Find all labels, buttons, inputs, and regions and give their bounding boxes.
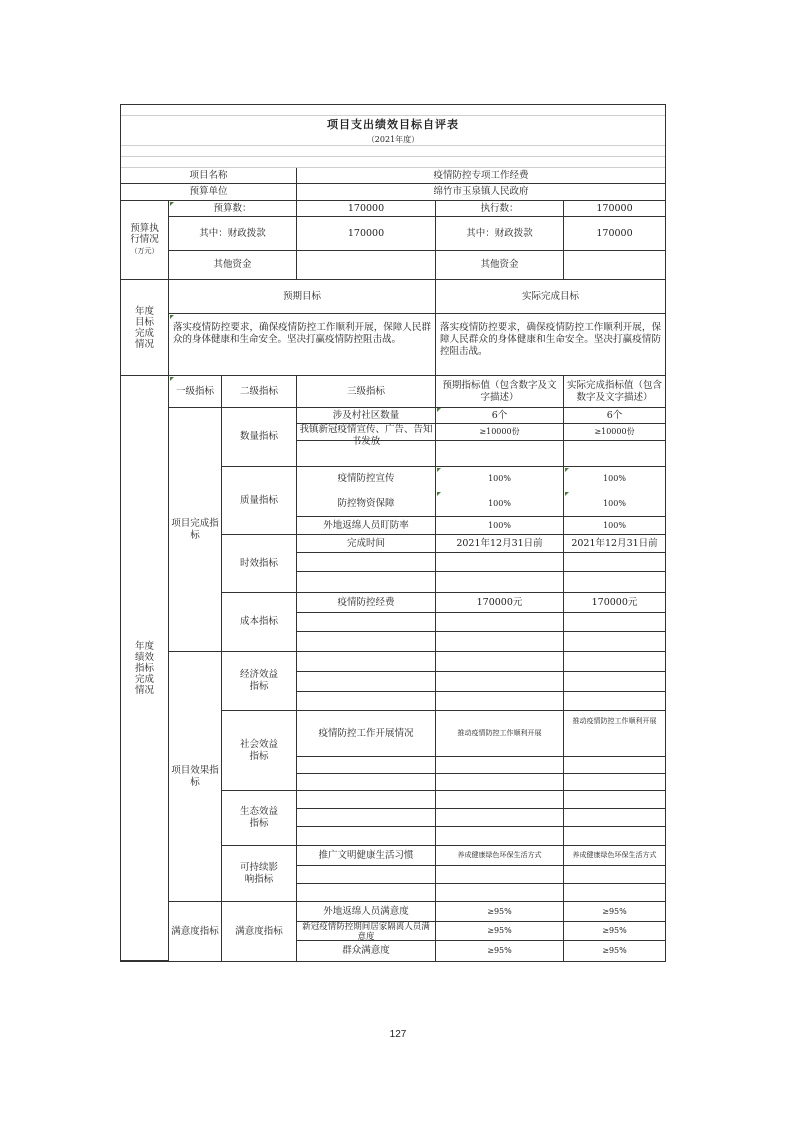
quality-indicator-label: 质量指标 bbox=[222, 467, 297, 535]
quality-row-name: 防控物资保障 bbox=[297, 491, 436, 517]
empty-cell bbox=[436, 827, 564, 846]
timeliness-indicator-label: 时效指标 bbox=[222, 535, 297, 593]
cell-marker bbox=[170, 202, 174, 206]
empty-cell bbox=[297, 866, 436, 884]
satisfaction-indicator-label: 满意度指标 bbox=[222, 902, 297, 961]
timeliness-row-name: 完成时间 bbox=[297, 535, 436, 553]
empty-cell bbox=[297, 553, 436, 572]
empty-cell bbox=[564, 652, 665, 672]
cell-marker bbox=[565, 492, 569, 496]
cost-row-actual: 170000元 bbox=[564, 593, 665, 613]
performance-evaluation-table bbox=[120, 104, 666, 962]
empty-cell bbox=[564, 866, 665, 884]
page-number: 127 bbox=[389, 1029, 407, 1040]
project-name-value: 疫情防控专项工作经费 bbox=[297, 168, 665, 184]
empty-cell bbox=[436, 866, 564, 884]
timeliness-row-actual: 2021年12月31日前 bbox=[564, 535, 665, 553]
empty-cell bbox=[564, 827, 665, 846]
empty-cell bbox=[564, 774, 665, 791]
social-row-expected: 推动疫情防控工作顺利开展 bbox=[436, 711, 564, 757]
quality-row-expected: 100% bbox=[436, 467, 564, 491]
expected-value-header: 预期指标值（包含数字及文字描述） bbox=[436, 376, 564, 408]
spacer-row bbox=[121, 146, 665, 157]
quantity-row-actual: 6个 bbox=[564, 408, 665, 424]
level1-header: 一级指标 bbox=[169, 376, 222, 408]
cell-marker bbox=[170, 377, 174, 381]
quantity-indicator-label: 数量指标 bbox=[222, 408, 297, 467]
expected-goal-text: 落实疫情防控要求，确保疫情防控工作顺利开展，保障人民群众的身体健康和生命安全。坚决打赢疫情防控阻击战。 bbox=[169, 314, 436, 376]
empty-cell bbox=[297, 692, 436, 711]
empty-cell bbox=[564, 632, 665, 652]
empty-cell bbox=[436, 652, 564, 672]
sustainable-impact-label: 可持续影响指标 bbox=[222, 846, 297, 902]
empty-cell bbox=[564, 809, 665, 827]
budget-execution-title: 预算执行情况 bbox=[130, 223, 159, 245]
performance-indicators-section: 年度绩效指标完成情况 bbox=[121, 376, 169, 961]
quality-row-actual: 100% bbox=[603, 474, 626, 483]
ecological-benefit-label: 生态效益指标 bbox=[222, 791, 297, 846]
empty-cell bbox=[297, 884, 436, 902]
empty-cell bbox=[564, 672, 665, 692]
quantity-row-expected: ≥10000份 bbox=[436, 424, 564, 441]
empty-cell bbox=[297, 757, 436, 774]
level3-header: 三级指标 bbox=[297, 376, 436, 408]
empty-cell bbox=[297, 672, 436, 692]
annual-goal-section: 年度目标完成情况 bbox=[121, 280, 169, 376]
cost-indicator-label: 成本指标 bbox=[222, 593, 297, 652]
empty-cell bbox=[297, 441, 436, 467]
empty-cell bbox=[436, 774, 564, 791]
sustainable-row-name: 推广文明健康生活习惯 bbox=[297, 846, 436, 866]
spacer-row bbox=[121, 157, 665, 168]
year-subtitle: （2021年度） bbox=[121, 134, 665, 146]
empty-cell bbox=[436, 572, 564, 593]
empty-cell bbox=[297, 809, 436, 827]
satisfaction-row-name: 外地返绵人员满意度 bbox=[297, 902, 436, 922]
cost-row-expected: 170000元 bbox=[436, 593, 564, 613]
actual-goal-text: 落实疫情防控要求，确保疫情防控工作顺利开展，保障人民群众的身体健康和生命安全。坚决打赢疫情防控阻击战。 bbox=[436, 314, 665, 376]
empty-cell bbox=[436, 613, 564, 632]
budget-unit-label: 预算单位 bbox=[121, 184, 297, 201]
satisfaction-row-actual: ≥95% bbox=[564, 902, 665, 922]
actual-value-header: 实际完成指标值（包含数字及文字描述） bbox=[564, 376, 665, 408]
quantity-row-actual: ≥10000份 bbox=[564, 424, 665, 441]
satisfaction-row-actual: ≥95% bbox=[602, 946, 627, 955]
empty-cell bbox=[436, 884, 564, 902]
empty-cell bbox=[297, 572, 436, 593]
quantity-row-name: 我镇新冠疫情宣传、广告、告知书发放 bbox=[297, 424, 436, 441]
empty-cell bbox=[564, 613, 665, 632]
empty-cell bbox=[297, 827, 436, 846]
empty-cell bbox=[564, 884, 665, 902]
empty-cell bbox=[564, 791, 665, 809]
quality-row-expected: 100% bbox=[436, 517, 564, 535]
social-benefit-label: 社会效益指标 bbox=[222, 711, 297, 791]
satisfaction-row-name: 新冠疫情防控期间居家隔离人员满意度 bbox=[297, 922, 436, 941]
project-name-label: 项目名称 bbox=[121, 168, 297, 184]
satisfaction-indicators-group: 满意度指标 bbox=[169, 902, 222, 961]
empty-cell bbox=[436, 692, 564, 711]
cell-marker bbox=[565, 468, 569, 472]
empty-cell bbox=[564, 441, 665, 467]
social-row-name: 疫情防控工作开展情况 bbox=[297, 711, 436, 757]
other-funds-value bbox=[297, 251, 436, 280]
expected-goal-header: 预期目标 bbox=[169, 280, 436, 314]
satisfaction-row-name: 群众满意度 bbox=[297, 941, 436, 961]
fiscal-exec-label: 其中：财政拨款 bbox=[436, 217, 564, 251]
other-funds-exec-value bbox=[564, 251, 665, 280]
cell-marker bbox=[170, 315, 174, 319]
fiscal-exec-value: 170000 bbox=[564, 217, 665, 251]
empty-cell bbox=[436, 553, 564, 572]
empty-cell bbox=[564, 553, 665, 572]
empty-cell bbox=[436, 791, 564, 809]
fiscal-budget-label: 其中：财政拨款 bbox=[169, 217, 297, 251]
other-funds-exec-label: 其他资金 bbox=[436, 251, 564, 280]
budget-unit-note: （万元） bbox=[130, 247, 159, 255]
empty-cell bbox=[297, 613, 436, 632]
budget-unit-value: 绵竹市玉泉镇人民政府 bbox=[297, 184, 665, 201]
empty-cell bbox=[564, 572, 665, 593]
empty-cell bbox=[297, 791, 436, 809]
cell-marker bbox=[437, 492, 441, 496]
empty-cell bbox=[436, 441, 564, 467]
exec-amount-label: 执行数： bbox=[436, 201, 564, 217]
empty-cell bbox=[297, 632, 436, 652]
empty-cell bbox=[436, 809, 564, 827]
quality-row-actual: 100% bbox=[564, 491, 665, 517]
budget-execution-section bbox=[121, 201, 169, 280]
quantity-row-expected: 6个 bbox=[436, 408, 564, 424]
satisfaction-row-expected: ≥95% bbox=[436, 941, 564, 961]
economic-benefit-label: 经济效益指标 bbox=[222, 652, 297, 711]
cell-marker bbox=[437, 468, 441, 472]
cell-marker bbox=[437, 408, 441, 412]
fiscal-budget-value: 170000 bbox=[297, 217, 436, 251]
quality-row-name: 外地返绵人员盯防率 bbox=[297, 517, 436, 535]
satisfaction-row-expected: ≥95% bbox=[436, 902, 564, 922]
quality-row-expected: 100% bbox=[436, 491, 564, 517]
page-title: 项目支出绩效目标自评表 bbox=[327, 118, 459, 131]
empty-cell bbox=[436, 672, 564, 692]
satisfaction-row-actual: ≥95% bbox=[564, 922, 665, 941]
completion-indicators-group: 项目完成指标 bbox=[169, 408, 222, 652]
empty-cell bbox=[564, 757, 665, 774]
exec-amount-value: 170000 bbox=[564, 201, 665, 217]
timeliness-row-expected: 2021年12月31日前 bbox=[436, 535, 564, 553]
level2-header: 二级指标 bbox=[222, 376, 297, 408]
empty-cell bbox=[436, 632, 564, 652]
social-row-actual: 推动疫情防控工作顺利开展 bbox=[564, 711, 665, 757]
spacer-row bbox=[121, 105, 665, 116]
budget-amount-value: 170000 bbox=[297, 201, 436, 217]
sustainable-row-expected: 养成健康绿色环保生活方式 bbox=[436, 846, 564, 866]
other-funds-label: 其他资金 bbox=[169, 251, 297, 280]
sustainable-row-actual: 养成健康绿色环保生活方式 bbox=[564, 846, 665, 866]
empty-cell bbox=[297, 774, 436, 791]
budget-amount-label: 预算数： bbox=[169, 201, 297, 217]
quality-row-name: 疫情防控宣传 bbox=[297, 467, 436, 491]
empty-cell bbox=[564, 692, 665, 711]
actual-goal-header: 实际完成目标 bbox=[436, 280, 665, 314]
effect-indicators-group: 项目效果指标 bbox=[169, 652, 222, 902]
satisfaction-row-expected: ≥95% bbox=[436, 922, 564, 941]
quantity-row-name: 涉及村社区数量 bbox=[297, 408, 436, 424]
empty-cell bbox=[297, 652, 436, 672]
empty-cell bbox=[436, 757, 564, 774]
quality-row-actual: 100% bbox=[564, 517, 665, 535]
cost-row-name: 疫情防控经费 bbox=[297, 593, 436, 613]
